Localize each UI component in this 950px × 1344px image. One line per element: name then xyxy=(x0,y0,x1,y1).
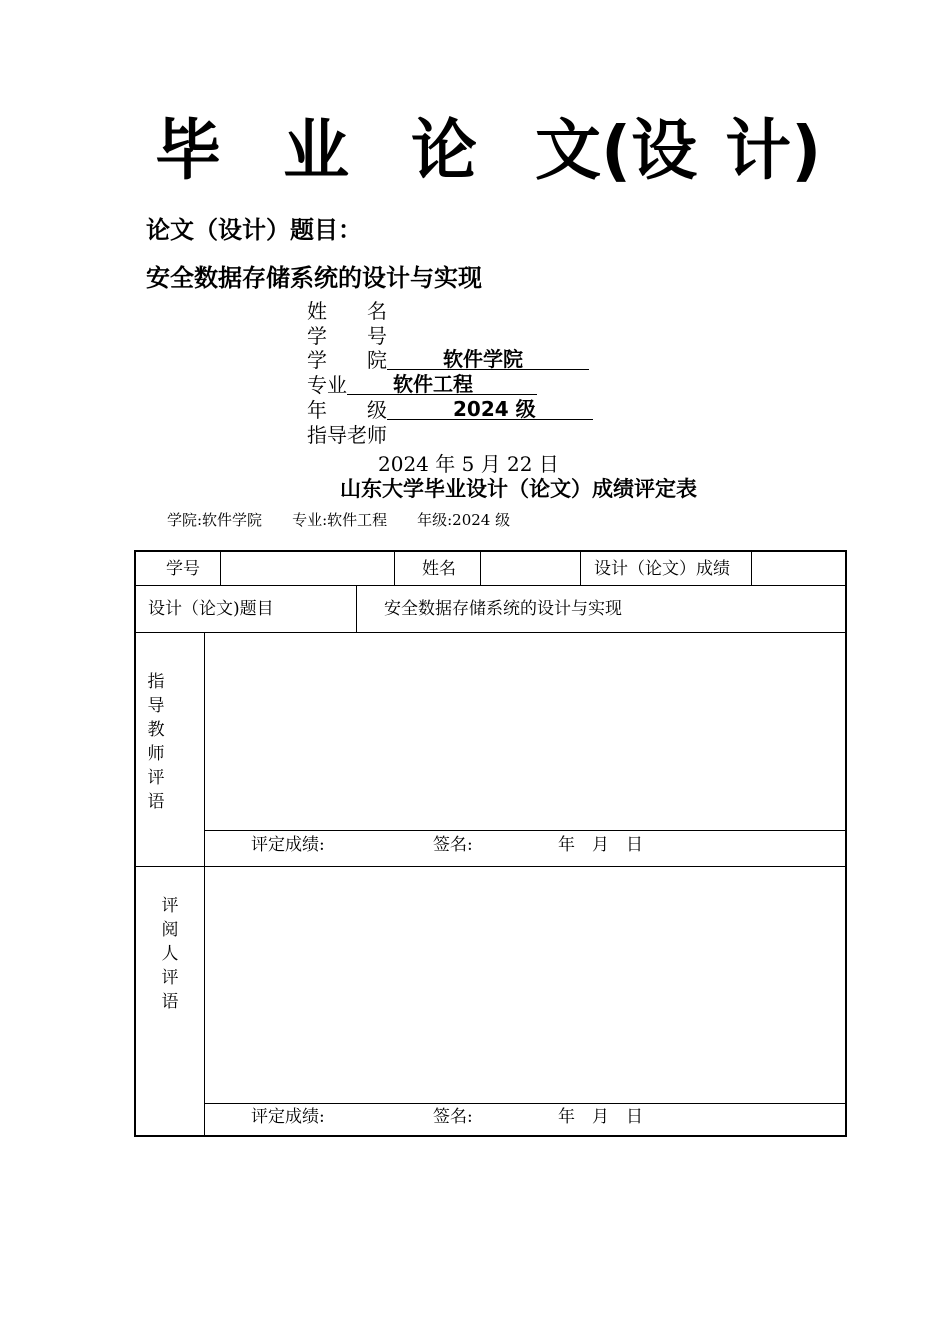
score-label: 评定成绩: xyxy=(251,835,325,855)
advisor-comment-label xyxy=(146,670,166,814)
advisor-label: 指导老师 xyxy=(307,423,387,447)
year-label: 年 xyxy=(558,835,575,855)
submission-date: 2024 年 5 月 22 日 xyxy=(378,452,559,476)
label-char: 评 xyxy=(161,896,179,916)
title-char: 文(设 xyxy=(535,112,698,189)
evaluation-table xyxy=(134,550,847,1137)
score-label: 评定成绩: xyxy=(251,1107,325,1127)
month-label: 月 xyxy=(592,1107,609,1127)
college-value: 软件学院 xyxy=(387,348,589,370)
grade-header: 设计（论文）成绩 xyxy=(594,559,730,579)
grade-label: 年 级 xyxy=(307,398,387,422)
major-label: 专业 xyxy=(307,373,347,397)
year-label: 年 xyxy=(558,1107,575,1127)
sign-label: 签名: xyxy=(433,835,473,855)
name-label: 姓 名 xyxy=(307,299,387,323)
label-char: 语 xyxy=(147,792,165,812)
student-id-header: 学号 xyxy=(166,559,200,579)
thesis-topic-name: 安全数据存储系统的设计与实现 xyxy=(146,264,482,292)
label-char: 阅 xyxy=(161,920,179,940)
info-row-advisor xyxy=(307,423,387,447)
meta-grade: 年级:2024 级 xyxy=(417,511,511,529)
form-meta xyxy=(167,509,540,530)
label-char: 评 xyxy=(161,968,179,988)
student-id-label: 学 号 xyxy=(307,324,387,348)
month-label: 月 xyxy=(592,835,609,855)
topic-label: 设计（论文)题目 xyxy=(148,599,274,619)
col-divider xyxy=(751,552,752,585)
col-divider xyxy=(356,585,357,632)
row-divider xyxy=(204,1103,845,1104)
title-char: 计) xyxy=(725,112,822,189)
label-char: 语 xyxy=(161,992,179,1012)
title-char: 论 xyxy=(411,112,477,189)
college-label: 学 院 xyxy=(307,348,387,372)
col-divider xyxy=(220,552,221,585)
thesis-topic-label: 论文（设计）题目： xyxy=(146,216,362,244)
advisor-signoff-row xyxy=(251,835,811,855)
page-title xyxy=(155,112,822,189)
title-char: 业 xyxy=(283,112,349,189)
col-divider xyxy=(480,552,481,585)
reviewer-comment-label xyxy=(160,894,180,1014)
title-char: 毕 xyxy=(155,112,221,189)
label-char: 指 xyxy=(147,672,165,692)
row-divider xyxy=(136,866,845,867)
meta-college: 学院:软件学院 xyxy=(167,511,263,529)
label-char: 导 xyxy=(147,696,165,716)
row-divider xyxy=(136,632,845,633)
row-divider xyxy=(136,585,845,586)
major-value: 软件工程 xyxy=(347,373,537,395)
col-divider xyxy=(580,552,581,585)
col-divider xyxy=(204,632,205,1137)
info-row-college xyxy=(307,348,589,372)
day-label: 日 xyxy=(626,835,643,855)
meta-major: 专业:软件工程 xyxy=(292,511,388,529)
row-divider xyxy=(204,830,845,831)
reviewer-signoff-row xyxy=(251,1107,811,1127)
form-title: 山东大学毕业设计（论文）成绩评定表 xyxy=(340,477,697,501)
topic-value: 安全数据存储系统的设计与实现 xyxy=(384,599,622,619)
info-row-name xyxy=(307,299,387,323)
label-char: 评 xyxy=(147,768,165,788)
sign-label: 签名: xyxy=(433,1107,473,1127)
name-header: 姓名 xyxy=(422,559,456,579)
day-label: 日 xyxy=(626,1107,643,1127)
grade-value: 2024 级 xyxy=(387,398,593,420)
label-char: 师 xyxy=(147,744,165,764)
label-char: 教 xyxy=(147,720,165,740)
label-char: 人 xyxy=(161,944,179,964)
info-row-major xyxy=(307,373,537,397)
info-row-grade xyxy=(307,398,593,422)
info-row-id xyxy=(307,324,387,348)
col-divider xyxy=(394,552,395,585)
